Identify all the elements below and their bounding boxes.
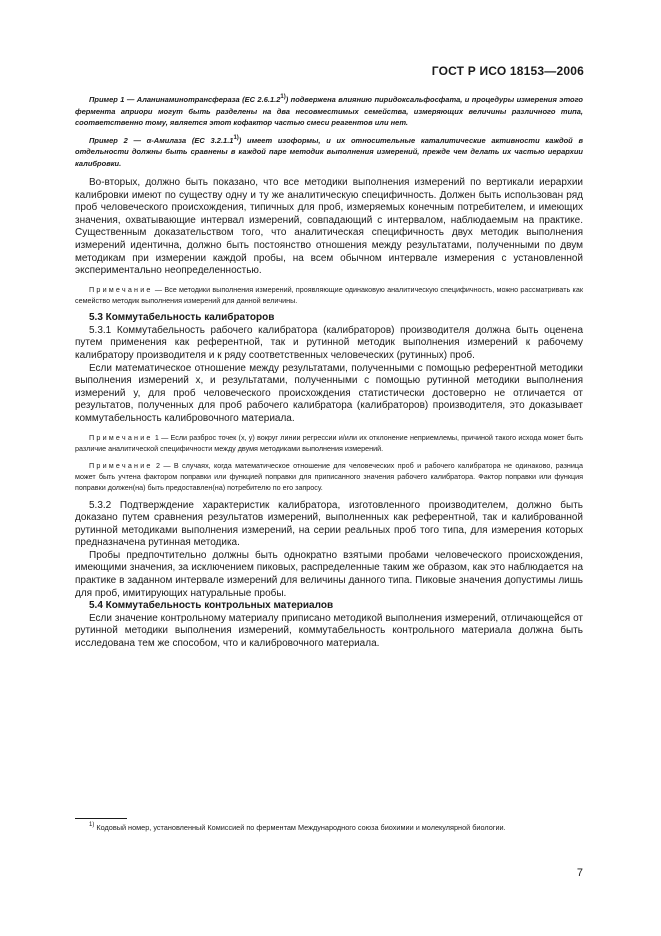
standard-header: ГОСТ Р ИСО 18153—2006 bbox=[431, 64, 584, 78]
note-2: Примечание 2 — В случаях, когда математическое отношение для человеческих проб и рабочего калибратора не одинаково, разница может быть учтена фактором поправки или функцией поправки для приписанного значения рабочего калибратора. Фактор поправки или функция поправки должен(на) быть предоставлен(на) потребителю по его запросу. bbox=[75, 460, 583, 493]
footnote-ref: 1) bbox=[233, 134, 239, 141]
note-label: Примечание bbox=[89, 432, 153, 442]
paragraph-5-3-2: 5.3.2 Подтверждение характеристик калибратора, изготовленного производителем, должно быть доказано путем сравнения результатов измерений, выполненных как референтной, так и калиброванной рутинной методиками выполнения измерений, на серии реальных проб того типа, для измерения которых предназначена рутинная методика. bbox=[75, 499, 583, 549]
paragraph-secondly: Во-вторых, должно быть показано, что все методики выполнения измерений по вертикали иерархии калибровки имеют по существу одну и ту же аналитическую специфичность. Должен быть использован ряд проб человеческого происхождения, типичных для проб, измеряемых конечным потребителем, и имеющих значения, охватывающие интервал измерений, совпадающий с интервалом, наблюдаемым на практике. Существенным доказательством того, что аналитическая специфичность двух методик выполнения измерений идентична, должно быть постоянство отношения между результатами, полученными по двум методикам при измерении каждой пробы, на всем обычном интервале измерения с установленной экспериментально неопределенностью. bbox=[75, 177, 583, 277]
section-5-4-heading: 5.4 Коммутабельность контрольных материалов bbox=[89, 600, 334, 612]
paragraph-5-3-2-cont: Пробы предпочтительно должны быть однократно взятыми пробами человеческого происхождения, имеющими значения, за исключением пиковых, распределенные таким же образом, как это наблюдается на практике в заданном интервале измерений для величины данного типа. Пиковые значения допустимы лишь для проб, имитирующих натуральные пробы. bbox=[75, 549, 583, 599]
paragraph-5-3-1-cont: Если математическое отношение между результатами, полученными с помощью референтной методики выполнения измерений x, и результатами, полученными с помощью рутинной методики выполнения измерений y, для проб человеческого происхождения статистически достоверно не отличается от результатов, полученных для проб рабочего калибратора (калибраторов) производителя, это доказывает коммутабельность калибровочного материала. bbox=[75, 362, 583, 424]
note-label: Примечание bbox=[89, 460, 153, 470]
note-1: Примечание 1 — Если разброс точек (x, y) вокруг линии регрессии и/или их отклонение неприемлемы, причиной такого исхода может быть различие аналитической специфичности между двумя методиками выполнения измерений. bbox=[75, 432, 583, 453]
paragraph-5-3-1: 5.3.1 Коммутабельность рабочего калибратора (калибраторов) производителя должна быть оценена путем применения как референтной, так и рутинной методик выполнения измерений к рабочему калибратору производителя и к ряду соответственных человеческих (рутинных) проб. bbox=[75, 324, 583, 361]
example-2: Пример 2 — α-Амилаза (ЕС 3.2.1.1$^{1)}$) имеет изоформы, и их относительные каталитические активности каждой в отдельности должны быть сравнены в каждой паре методик выполнения измерений, прежде чем делать их частью иерархии калибровки. bbox=[75, 134, 583, 168]
page-content bbox=[75, 94, 583, 651]
note-label: Примечание bbox=[89, 284, 153, 294]
footnote: $^{1)}$ Кодовый номер, установленный Комиссией по ферментам Международного союза биохимии и молекулярной биологии. bbox=[89, 822, 506, 832]
paragraph-5-4: Если значение контрольному материалу приписано методикой выполнения измерений, отличающейся от рутинной методики выполнения измерений, коммутабельность контрольного материала должна быть исследована тем же способом, что и калибровочного материала. bbox=[75, 612, 583, 650]
page-number: 7 bbox=[576, 867, 583, 879]
note-main: Примечание — Все методики выполнения измерений, проявляющие одинаковую аналитическую специфичность, можно рассматривать как семейство методик выполнения измерений для данной величины. bbox=[75, 284, 583, 305]
footnote-mark: 1) bbox=[89, 822, 95, 828]
footnote-ref: 1) bbox=[280, 94, 286, 100]
section-5-3-heading: 5.3 Коммутабельность калибраторов bbox=[89, 312, 275, 324]
footnote-divider bbox=[75, 818, 127, 819]
example-1: Пример 1 — Аланинаминотрансфераза (ЕС 2.6.1.2$^{1)}$) подвержена влиянию пиридоксальфосфата, и процедуры измерения этого фермента априори могут быть разделены на два несовместимых семейства, измеряющих величины различного типа, соответственно тому, является этот кофактор частью смеси реагентов или нет. bbox=[75, 94, 583, 127]
